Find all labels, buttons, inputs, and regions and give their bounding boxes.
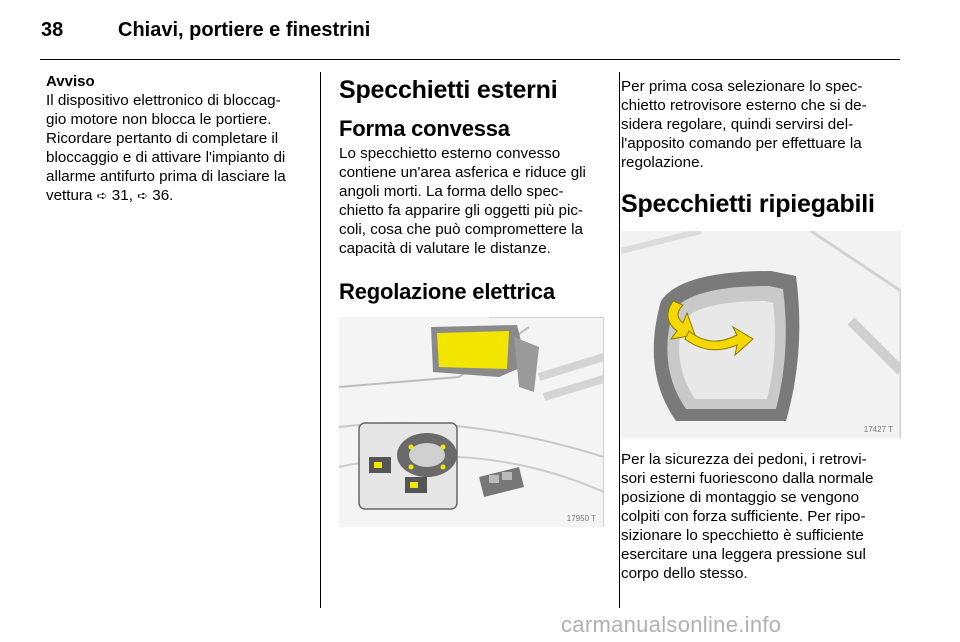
column-middle (339, 72, 607, 527)
note-line: gio motore non blocca le portiere. (46, 111, 272, 128)
text-line: angoli morti. La forma dello spec- (339, 183, 564, 200)
text-line: l'apposito comando per effettuare la (621, 135, 862, 152)
page-header (0, 0, 960, 60)
text-line: Per la sicurezza dei pedoni, i retrovi- (621, 451, 867, 468)
section-title: Specchietti esterni (339, 76, 558, 104)
header-rule (40, 59, 900, 60)
text-line: chietto fa apparire gli oggetti più pic- (339, 202, 583, 219)
text-line: regolazione. (621, 154, 704, 171)
subsection-title: Regolazione elettrica (339, 279, 555, 304)
subsection-title: Forma convessa (339, 116, 510, 141)
watermark-url: carmanualsonline.info (561, 612, 782, 637)
column-divider (320, 72, 321, 608)
note-line: vettura (46, 187, 97, 204)
text-line: Lo specchietto esterno convesso (339, 145, 561, 162)
page-reference-link[interactable]: 36. (152, 187, 174, 204)
text-line: sizionare lo specchietto è sufficiente (621, 527, 864, 544)
folding-mirror-drawing (621, 231, 901, 438)
chapter-title: Chiavi, portiere e finestrini (118, 19, 371, 41)
mirror-glass-highlight (437, 331, 509, 369)
text-line: Per prima cosa selezionare lo spec- (621, 78, 863, 95)
note-text (46, 91, 308, 205)
intro-text (621, 77, 906, 172)
note-line: allarme antifurto prima di lasciare la (46, 168, 286, 185)
text-line: contiene un'area asferica e riduce gli (339, 164, 586, 181)
column-right (621, 72, 906, 583)
text-line: colpiti con forza sufficiente. Per ripo- (621, 508, 866, 525)
text-line: esercitare una leggera pressione sul (621, 546, 866, 563)
note-line: bloccaggio e di attivare l'impianto di (46, 149, 286, 166)
figure-code: 17427 T (863, 425, 893, 434)
text-line: chietto retrovisore esterno che si de- (621, 97, 867, 114)
subsection-text (339, 144, 607, 258)
note-line: Il dispositivo elettronico di bloccag- (46, 92, 281, 109)
column-divider (619, 72, 620, 608)
note-line: Ricordare pertanto di completare il (46, 130, 279, 147)
column-left (46, 72, 308, 205)
figure-code: 17950 T (566, 514, 596, 523)
page-reference-link[interactable]: 31, (111, 187, 138, 204)
text-line: coli, cosa che può compromettere la (339, 221, 583, 238)
text-line: sori esterni fuoriescono dalla normale (621, 470, 874, 487)
text-line: capacità di valutare le distanze. (339, 240, 551, 257)
note-title: Avviso (46, 73, 95, 90)
text-line: sidera regolare, quindi servirsi del- (621, 116, 854, 133)
mirror-adjust-illustration (339, 317, 604, 527)
folding-mirror-illustration (621, 231, 901, 438)
reference-arrow-icon: ➪ (137, 188, 149, 203)
text-line: posizione di montaggio se vengono (621, 489, 860, 506)
body-text (621, 450, 906, 583)
page-number: 38 (41, 19, 64, 41)
door-panel-drawing (339, 317, 604, 527)
reference-arrow-icon: ➪ (96, 188, 108, 203)
section-title: Specchietti ripiegabili (621, 190, 875, 218)
text-line: corpo dello stesso. (621, 565, 748, 582)
